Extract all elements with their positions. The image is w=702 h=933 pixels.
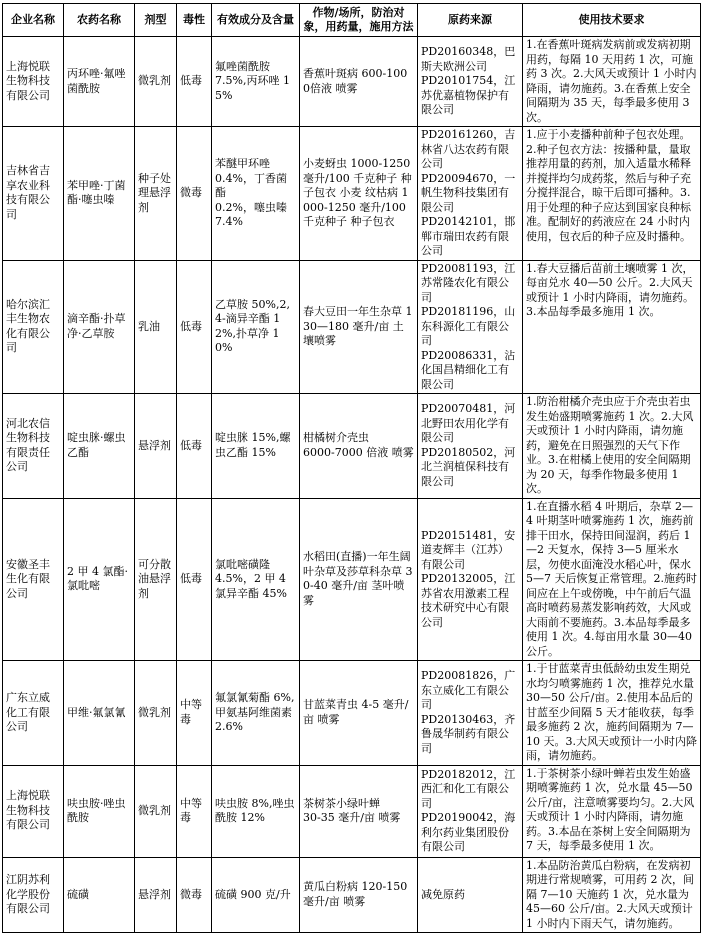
table-row [3, 260, 701, 394]
toxicity-cell: 微毒 [177, 857, 212, 933]
toxicity-cell: 中等毒 [177, 661, 212, 766]
tech-requirements-cell: 1.防治柑橘介壳虫应于介壳虫若虫发生始盛期喷雾施药 1 次。2.大风天或预计 1 小时内降雨，请勿施药，避免在日照强烈的天气下作业。3.在柑橘上使用的安全间隔期为 20 天，每季作物最多使用 1 次。 [523, 394, 701, 499]
pesticide-name-cell: 啶虫脒·螺虫乙酯 [64, 394, 135, 499]
source-cell: PD20160348，巴斯夫欧洲公司 PD20101754，江苏优嘉植物保护有限公司 [418, 37, 523, 127]
header-pesticide-name: 农药名称 [64, 4, 135, 37]
company-cell: 吉林省吉享农业科技有限公司 [3, 127, 64, 261]
company-cell: 上海悦联生物科技有限公司 [3, 765, 64, 857]
source-cell: PD20081193，江苏常隆农化有限公司 PD20181196，山东科源化工有限公司 PD20086331，沾化国昌精细化工有限公司 [418, 260, 523, 394]
table-row [3, 37, 701, 127]
tech-requirements-cell: 1.于甘蓝菜青虫低龄幼虫发生期兑水均匀喷雾施药 1 次，推荐兑水量 30—50 公斤/亩。2.使用本品后的甘蓝至少间隔 5 天才能收获，每季最多施药 2 次，施药间隔期为 7—10 天。3.大风天或预计一小时内降雨，请勿施药。 [523, 661, 701, 766]
header-source: 原药来源 [418, 4, 523, 37]
header-usage: 作物/场所，防治对象，用药量，施用方法 [300, 4, 418, 37]
header-ingredients: 有效成分及含量 [212, 4, 300, 37]
toxicity-cell: 微毒 [177, 127, 212, 261]
formulation-cell: 悬浮剂 [135, 394, 177, 499]
source-cell: PD20161260，吉林省八达农药有限公司 PD20094670，一帆生物科技集团有限公司 PD20142101，邯郸市瑞田农药有限公司 [418, 127, 523, 261]
table-row [3, 127, 701, 261]
pesticide-registration-table [2, 3, 701, 933]
formulation-cell: 乳油 [135, 260, 177, 394]
pesticide-name-cell: 苯甲唑·丁菌酯·噻虫嗪 [64, 127, 135, 261]
formulation-cell: 微乳剂 [135, 765, 177, 857]
usage-cell: 甘蓝菜青虫 4-5 毫升/亩 喷雾 [300, 661, 418, 766]
ingredients-cell: 呋虫胺 8%,唑虫酰胺 12% [212, 765, 300, 857]
source-cell: PD20182012，江西汇和化工有限公司 PD20190042，海利尔药业集团股份有限公司 [418, 765, 523, 857]
header-company: 企业名称 [3, 4, 64, 37]
ingredients-cell: 氟唑菌酰胺 7.5%,丙环唑 15% [212, 37, 300, 127]
header-formulation: 剂型 [135, 4, 177, 37]
usage-cell: 香蕉叶斑病 600-1000倍液 喷雾 [300, 37, 418, 127]
company-cell: 江阴苏利化学股份有限公司 [3, 857, 64, 933]
ingredients-cell: 啶虫脒 15%,螺虫乙酯 15% [212, 394, 300, 499]
table-row [3, 498, 701, 661]
tech-requirements-cell: 1.应于小麦播种前种子包衣处理。2.种子包衣方法：按播种量，量取推荐用量的药剂，加入适量水稀释并搅拌均匀成药浆，然后与种子充分搅拌混合，晾干后即可播种。3.用于处理的种子应达到国家良种标准。配制好的药液应在 24 小时内使用，包衣后的种子应及时播种。 [523, 127, 701, 261]
formulation-cell: 悬浮剂 [135, 857, 177, 933]
header-row [3, 4, 701, 37]
ingredients-cell: 苯醚甲环唑 0.4%，丁香菌酯 0.2%，噻虫嗪 7.4% [212, 127, 300, 261]
ingredients-cell: 硫磺 900 克/升 [212, 857, 300, 933]
usage-cell: 春大豆田一年生杂草 130—180 毫升/亩 土壤喷雾 [300, 260, 418, 394]
usage-cell: 水稻田(直播)一年生阔叶杂草及莎草科杂草 30-40 毫升/亩 茎叶喷雾 [300, 498, 418, 661]
company-cell: 上海悦联生物科技有限公司 [3, 37, 64, 127]
usage-cell: 小麦蚜虫 1000-1250 毫升/100 千克种子 种子包衣 小麦 纹枯病 1000-1250 毫升/100 千克种子 种子包衣 [300, 127, 418, 261]
ingredients-cell: 乙草胺 50%,2,4-滴异辛酯 12%,扑草净 10% [212, 260, 300, 394]
pesticide-name-cell: 呋虫胺·唑虫酰胺 [64, 765, 135, 857]
formulation-cell: 微乳剂 [135, 37, 177, 127]
ingredients-cell: 氯吡嘧磺隆 4.5%，2 甲 4 氯异辛酯 45% [212, 498, 300, 661]
formulation-cell: 种子处理悬浮剂 [135, 127, 177, 261]
toxicity-cell: 低毒 [177, 260, 212, 394]
header-tech-requirements: 使用技术要求 [523, 4, 701, 37]
usage-cell: 柑橘树介壳虫 6000-7000 倍液 喷雾 [300, 394, 418, 499]
table-row [3, 661, 701, 766]
company-cell: 广东立威化工有限公司 [3, 661, 64, 766]
usage-cell: 黄瓜白粉病 120-150 毫升/亩 喷雾 [300, 857, 418, 933]
tech-requirements-cell: 1.春大豆播后苗前土壤喷雾 1 次，每亩兑水 40—50 公斤。2.大风天或预计 1 小时内降雨，请勿施药。3.本品每季最多施用 1 次。 [523, 260, 701, 394]
company-cell: 河北农信生物科技有限责任公司 [3, 394, 64, 499]
usage-cell: 茶树茶小绿叶蝉 30-35 毫升/亩 喷雾 [300, 765, 418, 857]
pesticide-name-cell: 硫磺 [64, 857, 135, 933]
source-cell: PD20151481，安道麦辉丰（江苏）有限公司 PD20132005，江苏省农用激素工程技术研究中心有限公司 [418, 498, 523, 661]
company-cell: 哈尔滨汇丰生物农化有限公司 [3, 260, 64, 394]
toxicity-cell: 低毒 [177, 394, 212, 499]
source-cell: PD20081826，广东立威化工有限公司 PD20130463，齐鲁晟华制药有限公司 [418, 661, 523, 766]
company-cell: 安徽圣丰生化有限公司 [3, 498, 64, 661]
toxicity-cell: 低毒 [177, 37, 212, 127]
tech-requirements-cell: 1.于茶树茶小绿叶蝉若虫发生始盛期喷雾施药 1 次，兑水量 45—50 公斤/亩，注意喷雾要均匀。2.大风天或预计 1 小时内降雨，请勿施药。3.本品在茶树上安全间隔期为 7 天，每季最多使用 1 次。 [523, 765, 701, 857]
source-cell: PD20070481，河北野田农用化学有限公司 PD20180502，河北兰润植保科技有限公司 [418, 394, 523, 499]
formulation-cell: 微乳剂 [135, 661, 177, 766]
tech-requirements-cell: 1.在直播水稻 4 叶期后，杂草 2—4 叶期茎叶喷雾施药 1 次，施药前排干田水，保持田间湿润，药后 1—2 天复水，保持 3—5 厘米水层，勿使水面淹没水稻心叶，保水 5—7 天后恢复正常管理。2.施药时间应在上午或傍晚，中午前后气温高时喷药易蒸发影响药效，大风或大雨前不要施药。3.本品每季最多使用 1 次。4.每亩用水量 30—40 公斤。 [523, 498, 701, 661]
pesticide-name-cell: 丙环唑·氟唑菌酰胺 [64, 37, 135, 127]
formulation-cell: 可分散油悬浮剂 [135, 498, 177, 661]
pesticide-name-cell: 甲维·氟氯氰 [64, 661, 135, 766]
table-row [3, 394, 701, 499]
table-row [3, 857, 701, 933]
table-row [3, 765, 701, 857]
ingredients-cell: 氟氯氰菊酯 6%,甲氨基阿维菌素 2.6% [212, 661, 300, 766]
pesticide-name-cell: 滴辛酯·扑草净·乙草胺 [64, 260, 135, 394]
pesticide-name-cell: 2 甲 4 氯酯·氯吡嘧 [64, 498, 135, 661]
toxicity-cell: 低毒 [177, 498, 212, 661]
source-cell: 减免原药 [418, 857, 523, 933]
tech-requirements-cell: 1.在香蕉叶斑病发病前或发病初期用药，每隔 10 天用药 1 次，可施药 3 次。2.大风天或预计 1 小时内降雨，请勿施药。3.在香蕉上安全间隔期为 35 天，每季最多使用 3 次。 [523, 37, 701, 127]
tech-requirements-cell: 1.本品防治黄瓜白粉病，在发病初期进行常规喷雾，可用药 2 次，间隔 7—10 天施药 1 次，兑水量为 45—60 公斤/亩。2.大风天或预计 1 小时内下雨天气，请勿施药。 [523, 857, 701, 933]
header-toxicity: 毒性 [177, 4, 212, 37]
toxicity-cell: 中等毒 [177, 765, 212, 857]
